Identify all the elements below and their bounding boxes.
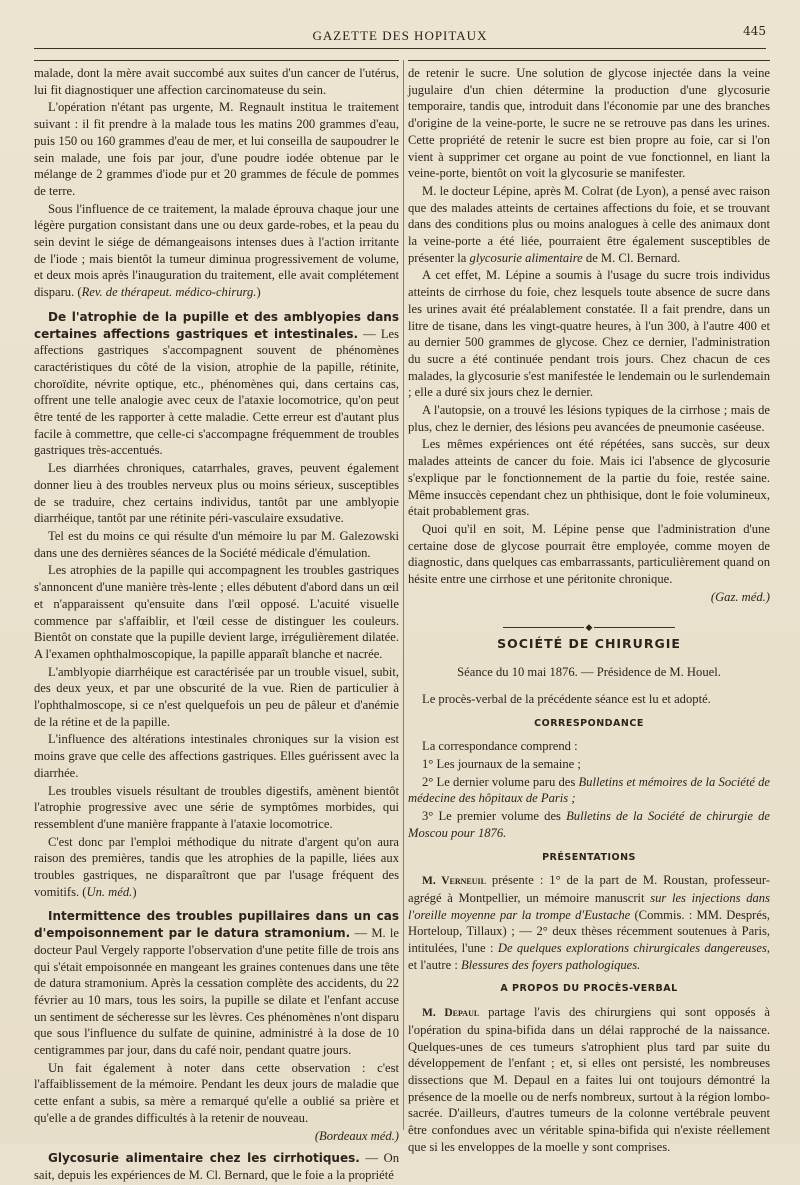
paragraph <box>408 872 770 973</box>
paragraph-text: M. le docteur Lépine, après M. Colrat (de Lyon), a pensé avec raison que des malades atteints de certaines affections du foie, et se trouvant dans des conditions plus ou moins analogues à celle des animaux dont la veine-porte a été liée, pourraient être également susceptibles de présenter la <box>408 183 770 265</box>
emphasis: Bulletins et mémoires de la Société de médecine des hôpitaux de Paris ; <box>408 774 771 806</box>
paragraph <box>408 1004 770 1155</box>
section-separator <box>408 622 770 632</box>
paragraph: de retenir le sucre. Une solution de glycose injectée dans la veine jugulaire d'un chien détermine la production d'une glycosurie temporaire, tandis que, introduit dans l'économie par une des branches d'origine de la veine-porte, le sucre ne se retrouve pas dans les urines. Cette propriété de retenir le sucre est bien propre au foie, car si l'on vient à supprimer cet organe au point de vue fonctionnel, en liant la veine-porte, bientôt on voit la glycosurie se manifester. <box>408 66 770 181</box>
minutes-about-title: A PROPOS DU PROCÈS-VERBAL <box>500 983 678 995</box>
speaker-name: M. Depaul <box>422 1007 480 1020</box>
separator-ornament: ◆ <box>585 621 593 632</box>
paragraph-text: de M. Cl. Bernard. <box>582 250 681 265</box>
paragraph-text: C'est donc par l'emploi méthodique du nitrate d'argent qu'on aura raison des premières, tandis que les atrophies de la papille, liées aux troubles gastriques, ne disparaîtront que par l'usage fréquent des vomitifs. ( <box>34 834 399 899</box>
paragraph-text: 2° Le dernier volume paru des <box>422 774 579 789</box>
emphasis: De quelques explorations chirurgicales dangereuses <box>497 941 767 956</box>
paragraph: Les diarrhées chroniques, catarrhales, graves, peuvent également donner lieu à des troubles nerveux plus ou moins sérieux, susceptibles de se traduire, chez certains individus, tantôt par une amblyopie diarrhéique, tantôt par une rétinite péri-vasculaire exsudative. <box>34 461 399 526</box>
paragraph-text: ) <box>132 884 137 899</box>
column-divider <box>403 60 404 1130</box>
article-glycosurie <box>34 1150 399 1183</box>
paragraph-text: , et l'autre : <box>408 941 771 972</box>
emphasis: glycosurie alimentaire <box>469 250 583 265</box>
source-citation: Rev. de thérapeut. médico-chirurg. <box>81 285 257 300</box>
article-heading: De l'atrophie de la pupille et des amblyopies dans certaines affections gastriques et intestinales. <box>34 309 399 341</box>
paragraph: Les mêmes expériences ont été répétées, sans succès, sur deux malades atteints de cancer du foie. Mais ici l'absence de glycosurie s'explique par le fonctionnement de la partie du foie, restée saine. Même insuccès cependant chez un phthisique, dont le foie volumineux, était probablement gras. <box>408 437 770 519</box>
page-number: 445 <box>743 24 766 38</box>
paragraph: malade, dont la mère avait succombé aux suites d'un cancer de l'utérus, lui fit diagnostiquer une affection carcinomateuse du sein. <box>34 66 399 97</box>
left-column <box>34 60 399 1185</box>
paragraph <box>34 834 399 901</box>
article-atrophie <box>34 309 399 459</box>
paragraph-text: ) <box>256 285 261 300</box>
top-rule <box>408 60 770 61</box>
paragraph: Tel est du moins ce qui résulte d'un mémoire lu par M. Galezowski dans une des dernières séances de la Société médicale d'émulation. <box>34 528 399 560</box>
paragraph-text: — M. le docteur Paul Vergely rapporte l'observation d'une petite fille de trois ans qui s'était empoisonnée en mangeant les graines contenues dans une tête de datura stramonium. Après la cessation complète des accidents, du 22 février au 10 mars, tous les soirs, la pupille se dilate et l'enfant accuse un sentiment de sécheresse sur les lèvres. Ces phénomènes n'ont disparu que sous l'influence du sulfate de quinine, administré à la dose de 10 centigrammes par jour, dans du café noir, pendant quatre jours. <box>34 926 399 1058</box>
paragraph: Les troubles visuels résultant de troubles digestifs, amènent bientôt l'atrophie progressive avec une série de symptômes morbides, qui ressemblent d'une manière frappante à l'ataxie locomotrice. <box>34 783 399 831</box>
paragraph: L'amblyopie diarrhéique est caractérisée par un trouble visuel, subit, des deux yeux, et par une obscurité de la vue. Rien de particulier à l'ophthalmoscope, si ce n'est quelquefois un peu de pâleur et d'anémie de la rétine et de la papille. <box>34 664 399 729</box>
correspondence-title: CORRESPONDANCE <box>534 717 644 729</box>
list-item <box>408 808 770 841</box>
source-citation: (Bordeaux méd.) <box>314 1128 399 1143</box>
paragraph: Quoi qu'il en soit, M. Lépine pense que l'administration d'une certaine dose de glycose pourrait être employée, comme moyen de diagnostic, dans quelques cas embarrassants, particulièrement quand on hésite entre une cirrhose et une péritonite chronique. <box>408 521 770 587</box>
list-item: 1° Les journaux de la semaine ; <box>422 757 581 772</box>
paragraph: Un fait également à noter dans cette observation : c'est l'affaiblissement de la mémoire. Pendant les deux jours de maladie que cette enfant a subis, sa mère a remarqué qu'elle a oublié sa prière et qu'elle a de grandes difficultés à la retenir de nouveau. <box>34 1060 399 1125</box>
paragraph-text: présente : 1° de la part de M. Roustan, professeur-agrégé à Montpellier, un mémoire manuscrit <box>408 873 770 905</box>
paragraph: Les atrophies de la papille qui accompagnent les troubles gastriques s'annoncent d'une manière très-lente ; elles débutent d'abord dans un œil et n'apparaissent qu'ensuite dans l'œil opposé. L'acuité visuelle commence par s'affaiblir, et l'œil cesse de distinguer les couleurs. Bientôt on constate que la pupille devient large, irrégulièrement dilatée. A l'examen ophthalmoscopique, la papille apparaît blanche et nacrée. <box>34 563 399 661</box>
presentations-title: PRÉSENTATIONS <box>542 851 636 863</box>
emphasis: Blessures des foyers pathologiques. <box>460 957 641 972</box>
paragraph-text: — On sait, depuis les expériences de M. Cl. Bernard, que le foie a la propriété <box>34 1151 399 1182</box>
top-rule <box>34 60 399 61</box>
paragraph: La correspondance comprend : <box>422 739 578 754</box>
paragraph-text: partage l'avis des chirurgiens qui sont opposés à l'opération du spina-bifida dans un délai rapproché de la naissance. Quelques-unes de ces tumeurs s'atrophient plus tard par suite du développement de l'enfant ; et, si elles ont persisté, les nombreuses dissections que M. Depaul en a faites lui ont toujours démontré la présence de la moelle ou de nerfs nombreux, surtout à la région lombo-sacrée. D'ailleurs, d'autres tumeurs de la colonne vertébrale peuvent être confondues avec un véritable spina-bifida qui n'existe réellement que si les enveloppes de la moelle y sont comprises. <box>408 1005 770 1154</box>
paragraph-text: — Les affections gastriques s'accompagnent souvent de phénomènes caractéristiques du côté de la vision, atrophie de la papille, rétinite, choroïdite, névrite optique, etc., phénomènes qui, dans certains cas, offrent une telle analogie avec ceux de l'ataxie locomotrice, qu'on peut être tenté de les rapporter à cette maladie. Cette erreur est d'autant plus facile à commettre, que celle-ci s'accompagne fréquemment de troubles gastriques très-accentués. <box>34 326 400 458</box>
article-heading: Glycosurie alimentaire chez les cirrhotiques. <box>48 1151 360 1166</box>
minutes-line: Le procès-verbal de la précédente séance est lu et adopté. <box>422 691 711 706</box>
list-item <box>408 774 770 807</box>
paragraph-text: 3° Le premier volume des <box>422 809 567 824</box>
paragraph: A l'autopsie, on a trouvé les lésions typiques de la cirrhose ; mais de plus, chez le dernier, des lésions peu avancées de pneumonie caséeuse. <box>408 403 770 434</box>
paragraph: A cet effet, M. Lépine a soumis à l'usage du sucre trois individus atteints de cirrhose du foie, chez lesquels toute absence de sucre dans les urines avait été préalablement constatée. Il a fait prendre, dans un litre de tisane, dans les vingt-quatre heures, à l'un 300, à l'autre 400 et au dernier 500 grammes de glycose. Chez ce dernier, l'administration du sucre a été continuée pendant trois jours. Chez chacun de ces malades, la glycosurie s'est manifestée le lendemain ou le surlendemain ; elle a duré six jours chez le dernier. <box>408 268 770 400</box>
page-header <box>34 22 766 49</box>
article-datura <box>34 908 399 1058</box>
emphasis: sur les injections dans l'oreille moyenne par la trompe d'Eustache <box>408 890 770 922</box>
journal-title: GAZETTE DES HOPITAUX <box>312 28 488 43</box>
right-column <box>408 60 770 1156</box>
article-heading: Intermittence des troubles pupillaires dans un cas d'empoisonnement par le datura stramonium. <box>34 909 399 941</box>
paragraph <box>34 201 399 301</box>
source-citation: (Gaz. méd.) <box>710 589 770 604</box>
paragraph <box>408 183 770 267</box>
paragraph-text: Sous l'influence de ce traitement, la malade éprouva chaque jour une légère purgation consistant dans une ou deux garde-robes, et la peau du sein devint le siége de démangeaisons intenses dues à l'action irritante de l'iode ; mais bientôt la tumeur diminua progressivement de volume, et deux mois après l'inauguration du traitement, elle avait complétement disparu. ( <box>34 201 399 300</box>
society-title: SOCIÉTÉ DE CHIRURGIE <box>497 635 681 651</box>
session-line: Séance du 10 mai 1876. — Présidence de M. Houel. <box>457 665 721 680</box>
paragraph: L'influence des altérations intestinales chroniques sur la vision est moins grave que celle des affections gastriques. Elles guérissent avec la diarrhée. <box>34 732 399 780</box>
paragraph-text: (Commis. : MM. Després, Horteloup, Tillaux) ; — 2° deux thèses récemment soutenues à Paris, intitulées, l'une : <box>408 907 770 956</box>
source-citation: Un. méd. <box>86 884 133 899</box>
emphasis: Bulletins de la Société de chirurgie de Moscou pour 1876. <box>408 809 770 840</box>
paragraph: L'opération n'étant pas urgente, M. Regnault institua le traitement suivant : il fit prendre à la malade tous les matins 200 grammes d'eau, puis 150 ou 160 grammes d'eau de mer, et lui conseilla de saupoudrer le sein malade, une fois par jour, d'une poudre iodée obtenue par le mélange de 2 grammes d'iode pur et 20 grammes de fécule de pommes de terre. <box>34 100 399 198</box>
speaker-name: M. Verneuil <box>422 875 486 888</box>
